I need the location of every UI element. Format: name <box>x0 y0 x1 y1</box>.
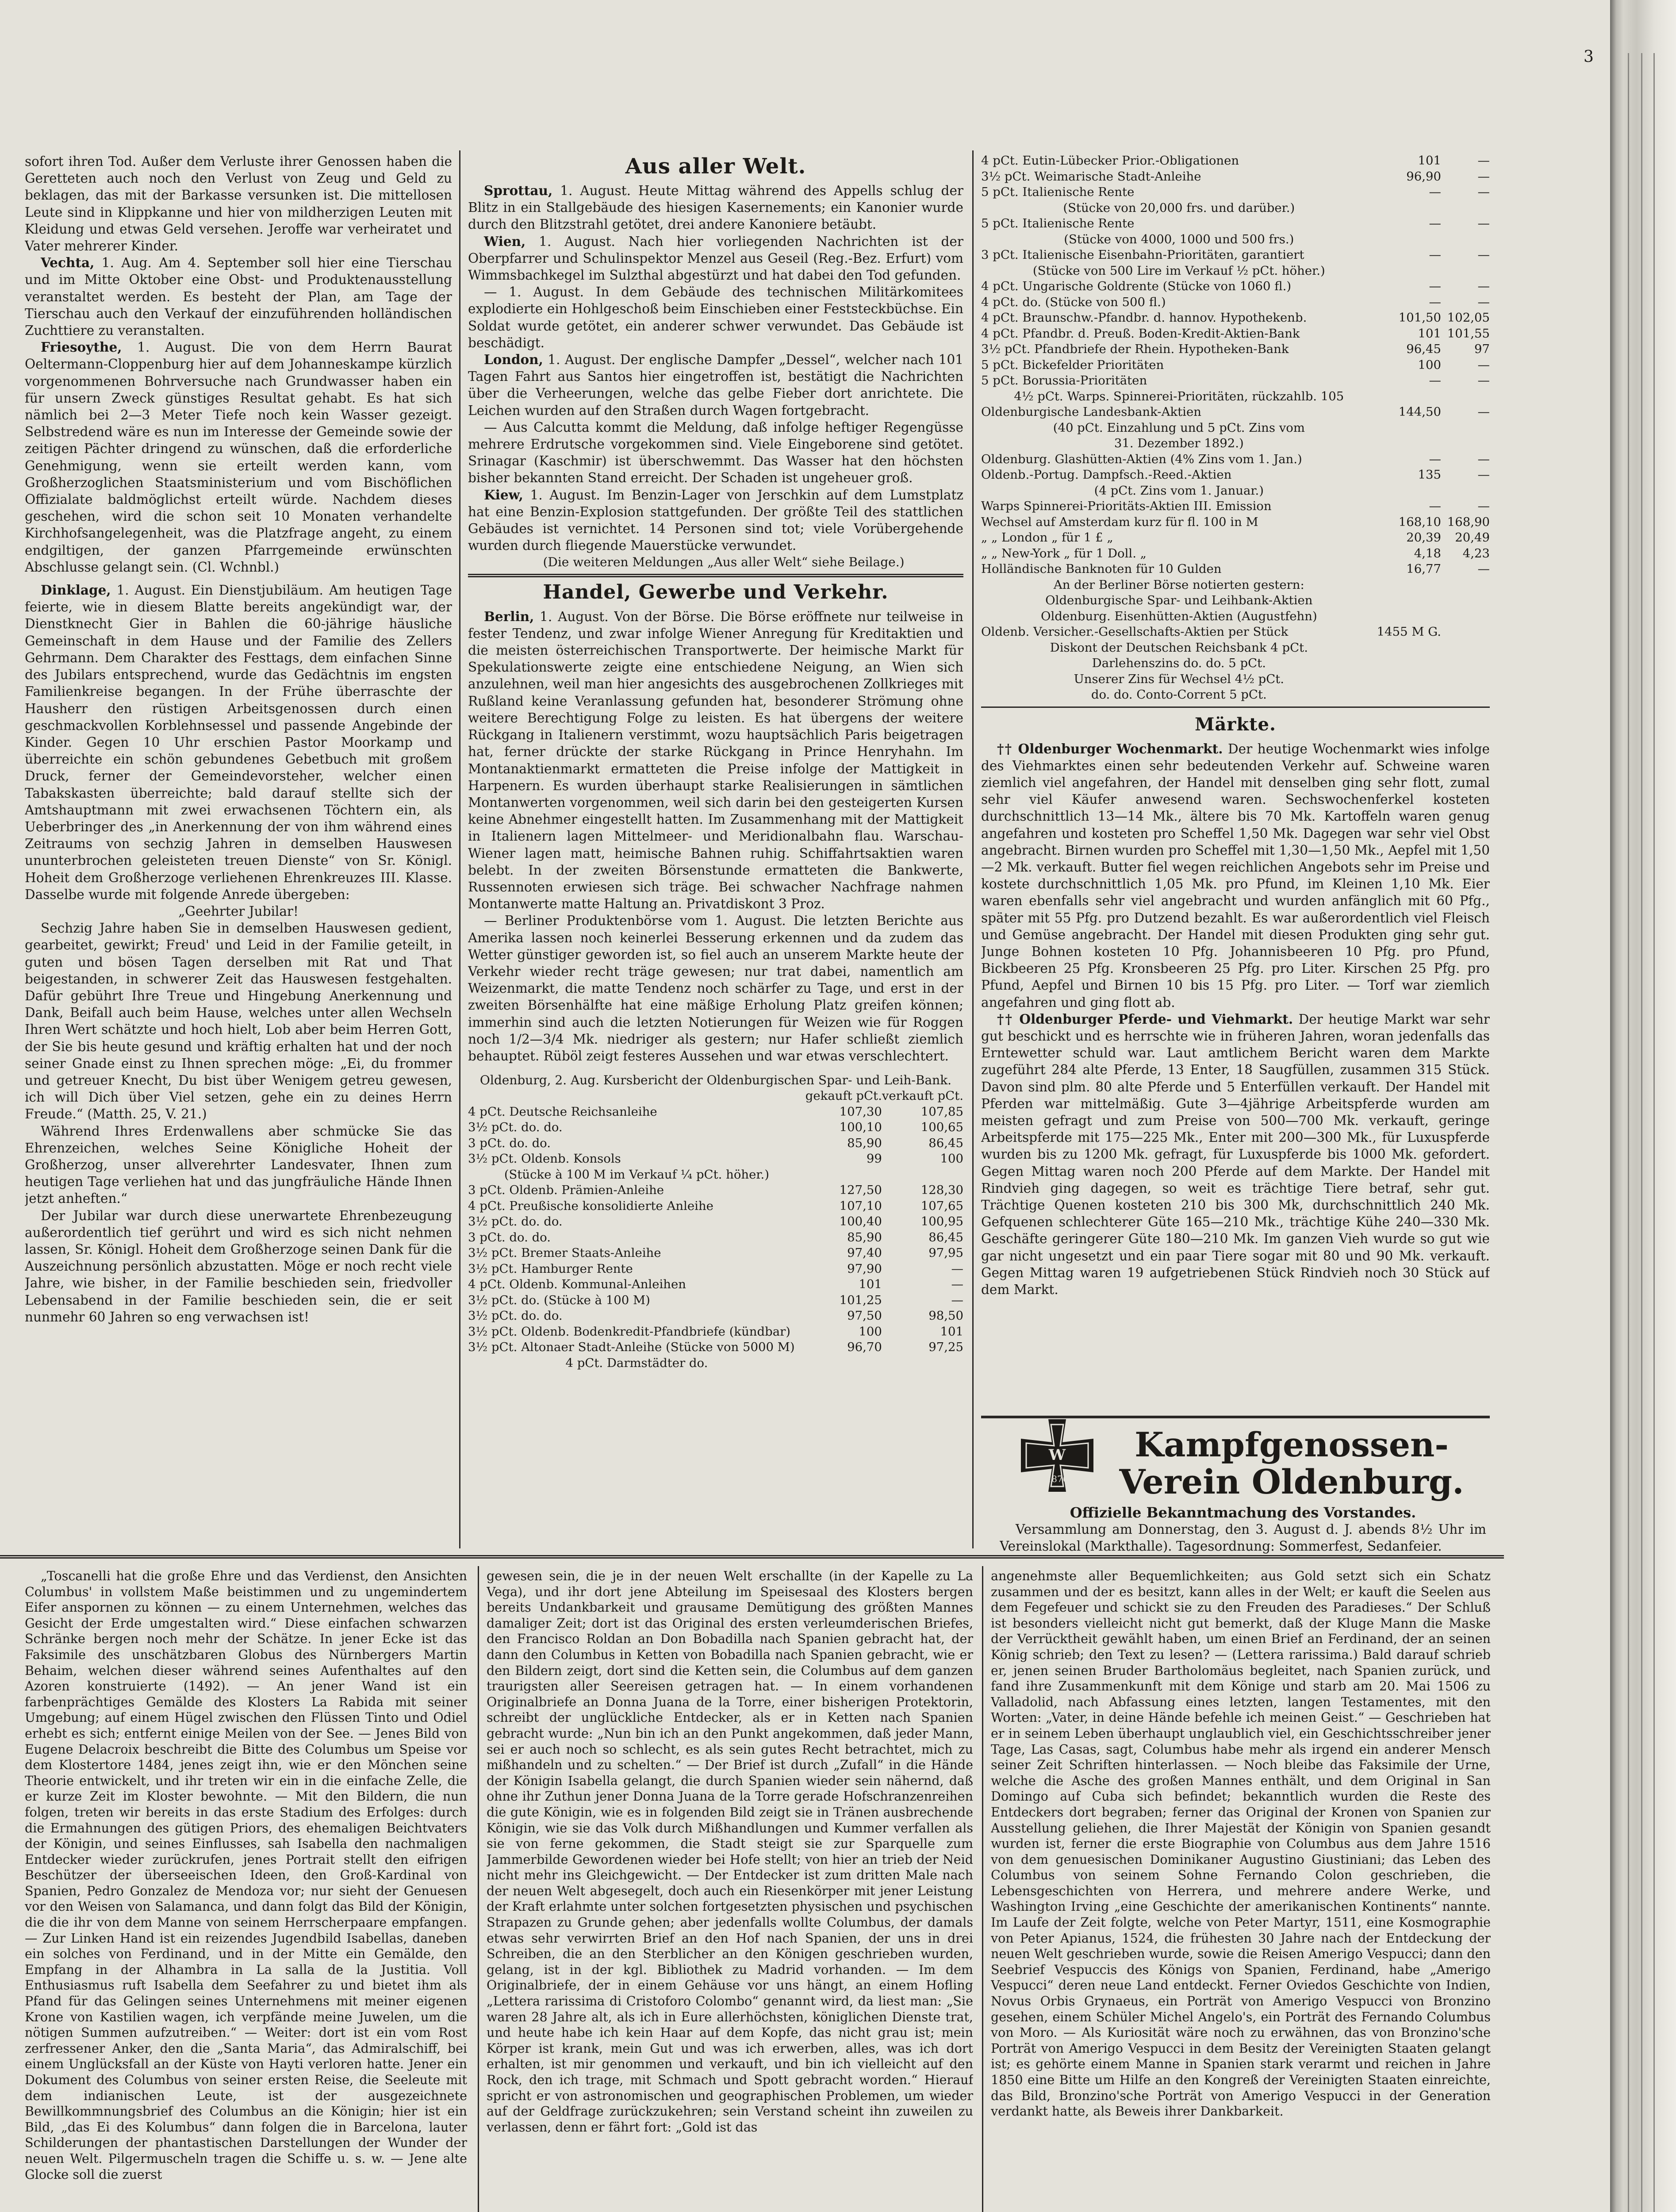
column-2 <box>468 153 963 1551</box>
table-row <box>981 593 1490 609</box>
ask-value: — <box>1477 562 1490 576</box>
table-row <box>468 1324 963 1340</box>
ask-value: 20,49 <box>1455 530 1490 545</box>
security-name: Holländische Banknoten für 10 Gulden <box>981 562 1222 576</box>
security-name: Unserer Zins für Wechsel 4½ pCt. <box>1074 672 1285 686</box>
feuilleton-column-2 <box>487 1568 973 2212</box>
security-name: 3½ pCt. do. do. <box>468 1309 563 1323</box>
security-name: 31. Dezember 1892.) <box>1114 436 1244 450</box>
dateline-place: London, <box>484 352 543 368</box>
table-row <box>981 467 1490 483</box>
ask-value <box>1441 420 1490 436</box>
security-name: 3 pCt. Italienische Eisenbahn-Prioritäten, garantiert <box>981 248 1304 262</box>
ask-value: — <box>1477 373 1490 388</box>
ask-value <box>1441 232 1490 248</box>
bid-value: 97,40 <box>847 1246 882 1260</box>
table-row <box>981 169 1490 185</box>
bid-value: — <box>1429 279 1441 293</box>
bid-value: 85,90 <box>847 1230 882 1244</box>
kursbericht-table <box>468 1088 963 1371</box>
security-name: 3 pCt. do. do. <box>468 1230 551 1244</box>
cross-year: 1870 <box>1046 1474 1069 1484</box>
security-name: (Stücke von 4000, 1000 und 500 frs.) <box>1064 232 1294 246</box>
bid-value <box>1377 609 1441 625</box>
ask-value <box>1441 593 1490 609</box>
table-row <box>468 1293 963 1309</box>
table-row <box>981 295 1490 311</box>
article-text: 1. August. Im Benzin-Lager von Jerschkin auf dem Lumstplatz hat eine Benzin-Explosion stattgefunden. Der größte Teil des stattlichen Gebäudes ist vernichtet. 14 Personen sind tot; viele Vorübergehende wurden durch fliegende Mauerstücke verwundet. <box>468 487 963 553</box>
feuilleton-text: „Toscanelli hat die große Ehre und das Verdienst, den Ansichten Columbus' in vollstem Maße beistimmen und zu ungemindertem Eifer anspornen zu können — zu einem Unternehmen, welches das Gesicht der Erde umgestalten wird.“ Diese einfachen schwarzen Schränke bergen noch mehr der Schätze. In jener Ecke ist das Faksimile des unschätzbaren Globus des Nürnbergers Martin Behaim, welchen dieser während seines Aufenthaltes auf den Azoren konstruierte (1492). — An jener Wand ist ein farbenprächtiges Gemälde des Klosters La Rabida mit seiner Umgebung; auf einem Hügel zwischen den Flüssen Tinto und Odiel erhebt es sich; entfernt einige Meilen von der See. — Jenes Bild von Eugene Delacroix beschreibt die Bitte des Columbus um Speise vor dem Klostertore 1484, jenes zeigt ihn, wie er den Mönchen seine Theorie entwickelt, und ihr treten wir ein in die einfache Zelle, die er kurze Zeit im Kloster bewohnte. — Mit den Bildern, die nun folgen, treten wir bereits in das erste Stadium des Erfolges: durch die Ermahnungen des gütigen Priors, des ehemaligen Beichtvaters der Königin, und seines Einflusses, sah Isabella den nachmaligen Entdecker wieder zurückrufen, jenes Portrait stellt den eifrigen Beschützer der überseeischen Ideen, den Groß-Kardinal von Spanien, Pedro Gonzalez de Mendoza vor; nur sieht der Genuesen vor den Weisen von Salamanca, und dann folgt das Bild der Königin, die die ihr von dem Manne von seinem Herrscherpaare empfangen. — Zur Linken Hand ist ein reizendes Jugendbild Isabellas, daneben ein solches von Ferdinand, und in der Mitte ein Gemälde, den Empfang in der Alhambra in La salla de la Justitia. Voll Enthusiasmus ruft Isabella dem Seefahrer zu und bietet ihm als Pfand für das Gelingen seines Unternehmens mit meiner eigenen Krone von Kastilien wagen, ich verpfände meine Juwelen, um die nötigen Summen aufzutreiben.“ — Weiter: dort ist ein vom Rost zerfressener Anker, den die „Santa Maria“, das Admiralschiff, bei einem Unglücksfall an der Küste von Hayti verloren hatte. Jener ein Dokument des Columbus von seiner ersten Reise, die Seeleute mit dem indianischen Leute, ist der ausgezeichnete Bewillkommnungsbrief des Columbus an die Königin; hier ist ein Bild, „das Ei des Kolumbus“ dann folgen die in Barcelona, lauter Schilderungen der phantastischen Darstellungen der Wunder der neuen Welt. Pilgermuscheln tragen die Schiffe u. s. w. — Jene alte Glocke soll die zuerst <box>25 1569 467 2182</box>
feuilleton-text: angenehmste aller Bequemlichkeiten; aus Gold setzt sich ein Schatz zusammen und der es besitzt, kann alles in der Welt; er kauft die Seelen aus dem Fegefeuer und schickt sie zu den Freuden des Paradieses.“ Der Schluß ist besonders vielleicht nicht gut bemerkt, daß der Kluge Mann die Maske der Verrücktheit gewählt haben, um einen Brief an Ferdinand, der an seinen König schrieb; den Text zu lesen? — (Lettera rarissima.) Bald darauf schrieb er, jenen seinen Bruder Bartholomäus begleitet, nach Spanien zurück, und fand ihre Zusammenkunft mit dem Könige und starb am 20. Mai 1506 zu Valladolid, nach Abfassung eines letzten, langen Testamentes, mit den Worten: „Vater, in deine Hände befehle ich meinen Geist.“ — Geschrieben hat er in seinem Leben überhaupt unglaublich viel, ein Geschichtsschreiber jener Tage, Las Casas, sagt, Columbus habe mehr als irgend ein anderer Mensch seiner Zeit Schriften hinterlassen. — Noch bleibe das Faksimile der Urne, welche die Asche des großen Mannes enthält, und dem Original in San Domingo auf Cuba sich befindet; bekanntlich wurden die Reste des Entdeckers dort begraben; ferner das Original der Kronen von Spanien zur Ausstellung geliehen, die Ihrer Majestät der Königin von Spanien gesandt wurden ist, ferner die erste Biographie von Columbus aus dem Jahre 1516 von dem genuesischen Dominikaner Augustino Giustiniani; das Leben des Columbus von seinem Sohne Fernando Colon geschrieben, die Lebensgeschichten von Herrera, und mehrere andere Werke, und Washington Irving „eine Geschichte der amerikanischen Kontinents“ nannte. Im Laufe der Zeit folgte, welche von Peter Martyr, 1511, eine Kosmographie von Peter Apianus, 1524, die frühesten 30 Jahre nach der Entdeckung der neuen Welt geschrieben wurde, sowie die Reisen Amerigo Vespucci; dann den Seebrief Vespuccis des Königs von Spanien, Ferdinand, habe „Amerigo Vespucci“ deren neue Land entdeckt. Ferner Oviedos Geschichte von Indien, Novus Orbis Grynaeus, ein Porträt von Amerigo Vespucci von Bronzino gesehen, einem Schüler Michel Angelo's, ein Porträt des Fernando Columbus von Moro. — Als Kuriosität wäre noch zu erwähnen, das von Bronzino'sche Porträt von Amerigo Vespucci in dem Besitz der Vereinigten Staaten gelangt ist; es gehörte einem Manne in Spanien stark verarmt und reichen in Jahre 1850 eine Bitte um Hilfe an den Kongreß der Vereinigten Staaten einreichte, das Bild, Bronzino'sche Porträt von Amerigo Vespucci in der Generation verdankt hatte, als Beweis ihrer Dankbarkeit. <box>991 1569 1491 2119</box>
bid-value <box>805 1167 882 1183</box>
security-name: Oldenb. Versicher.-Gesellschafts-Aktien per Stück <box>981 625 1289 639</box>
bid-value: — <box>1429 185 1441 199</box>
speech-text: Sechzig Jahre haben Sie in demselben Hauswesen gedient, gearbeitet, gewirkt; Freud' und Leid in der Familie geteilt, in guten und bösen Tagen derselben mit Rat und That beigestanden, in schwerer Zeit das Hauswesen festgehalten. Dafür gebührt Ihre Treue und Hingebung Anerkennung und Dank, Beifall auch beim Hause, welches unter allen Wechseln Ihren Wert schätzte und hoch hielt, Lob aber beim Herren Gott, der Sie bis heute gesund und kräftig erhalten hat und der noch seiner Gnade einst zu Ihnen sprechen möge: „Ei, du frommer und getreuer Knecht, Du bist über Wenigem getreu gewesen, ich will Dich über Viel setzen, gehe ein zu deines Herrn Freude.“ (Matth. 25, V. 21.) <box>25 921 452 1122</box>
bid-value: — <box>1429 499 1441 513</box>
table-row <box>981 184 1490 200</box>
ask-value: — <box>1477 216 1490 230</box>
security-name: „ „ London „ für 1 £ „ <box>981 530 1113 545</box>
bid-value <box>1377 483 1441 499</box>
ask-value <box>882 1356 963 1371</box>
kursbericht-heading: Oldenburg, 2. Aug. Kursbericht der Oldenburgischen Spar- und Leih-Bank. <box>479 1073 952 1088</box>
bid-value: 101,50 <box>1398 311 1441 325</box>
bid-value <box>1377 672 1441 687</box>
table-row <box>981 530 1490 546</box>
ask-value: 107,65 <box>920 1198 963 1213</box>
security-name: (Stücke von 20,000 frs. und darüber.) <box>1063 200 1295 215</box>
security-name: Oldenburgische Spar- und Leihbank-Aktien <box>1045 593 1313 607</box>
ask-value <box>1441 672 1490 687</box>
bid-value <box>1377 436 1441 452</box>
ask-value: 101 <box>940 1324 963 1339</box>
bid-value: — <box>1429 373 1441 388</box>
security-name: 3½ pCt. Oldenb. Konsols <box>468 1152 621 1166</box>
ask-value: 97,25 <box>928 1340 963 1355</box>
section-title-aus-aller-welt: Aus aller Welt. <box>625 154 806 179</box>
section-title-maerkte: Märkte. <box>1195 714 1276 735</box>
table-row <box>981 656 1490 672</box>
security-name: Oldenburg. Glashütten-Aktien (4% Zins vom 1. Jan.) <box>981 452 1302 466</box>
article-text: 1. August. Nach hier vorliegenden Nachrichten ist der Oberpfarrer und Schulinspektor Menzel aus Geseil (Reg.-Bez. Erfurt) vom Wimmsbachkegel im Sulzthal abgestürzt und hat dabei den Tod gefunden. <box>468 234 963 283</box>
bid-value: — <box>1429 216 1441 230</box>
table-row <box>981 640 1490 656</box>
table-row <box>981 232 1490 248</box>
bid-value: 107,30 <box>839 1104 882 1119</box>
ask-value: — <box>1477 499 1490 513</box>
table-row <box>468 1230 963 1246</box>
bid-value: — <box>1429 452 1441 466</box>
article-london <box>468 351 963 419</box>
security-name: Oldenb.-Portug. Dampfsch.-Reed.-Aktien <box>981 468 1232 482</box>
article-text: Während Ihres Erdenwallens aber schmücke Sie das Ehrenzeichen, welches Seine Königliche Hoheit der Großherzog, unser allverehrter Landesvater, Ihnen zum heutigen Tage verliehen hat und das jungfräuliche Hände Ihnen jetzt anheften.“ <box>25 1123 452 1206</box>
table-header-row <box>468 1088 963 1104</box>
bid-value: 97,90 <box>847 1261 882 1276</box>
article-friesoythe <box>25 339 452 576</box>
ask-value: 168,90 <box>1447 515 1490 529</box>
security-name: 4½ pCt. Warps. Spinnerei-Prioritäten, rückzahlb. 105 <box>1014 389 1344 403</box>
table-row <box>981 561 1490 577</box>
bid-value: 97,50 <box>847 1309 882 1323</box>
article-text: 1. August. Ein Dienstjubiläum. Am heutigen Tage feierte, wie in diesem Blatte bereits angekündigt war, der Dienstknecht Gier in Bahlen die 60-jährige häusliche Gemeinschaft in dem Hause und der Familie des Zellers Gehrmann. Dem Charakter des Festtags, dem einfachen Sinne des Jubilars entsprechend, wurde das Gedächtnis im engsten Familienkreise begangen. In der Frühe überraschte der Hausherr den rüstigen Arbeitsgenossen durch einen geschmackvollen Korblehnsessel und passende Angebinde der Kinder. Gegen 10 Uhr erschien Pastor Moorkamp und überreichte ein schön gebundenes Gebetbuch mit großem Druck, ferner der Gemeindevorsteher, welcher einen Tabakskasten überreichte; bald darauf stellte sich der Amtshauptmann mit zwei erwachsenen Töchtern ein, als Ueberbringer des „in Anerkennung der von ihm während eines Zeitraums von sechzig Jahren in demselben Hauswesen ununterbrochen geleisteten treuen Dienste“ von Sr. Königl. Hoheit dem Großherzoge verliehenen Ehrenkreuzes III. Klasse. Dasselbe wurde mit folgende Anrede übergeben: <box>25 583 452 902</box>
table-row <box>981 200 1490 216</box>
table-row <box>468 1356 963 1371</box>
ask-value <box>1441 263 1490 279</box>
table-row <box>981 153 1490 169</box>
article-dinklage <box>25 582 452 903</box>
table-row <box>981 263 1490 279</box>
table-row <box>981 546 1490 562</box>
market-heading: †† Oldenburger Wochenmarkt. <box>997 741 1223 757</box>
security-name: Oldenburgische Landesbank-Aktien <box>981 405 1201 419</box>
bid-value: 107,10 <box>839 1198 882 1213</box>
table-row <box>981 609 1490 625</box>
bid-value: — <box>1429 248 1441 262</box>
security-name: 3 pCt. do. do. <box>468 1136 551 1150</box>
column-1 <box>25 153 452 1547</box>
bid-value: 85,90 <box>847 1136 882 1150</box>
iron-cross-icon <box>1013 1411 1101 1500</box>
article-text: 1. August. Heute Mittag während des Appells schlug der Blitz in ein Stallgebäude des hiesigen Kasernements; ein Kanonier wurde durch den Blitzstrahl getötet, drei andere Kanoniere betäubt. <box>468 183 963 232</box>
ask-value <box>1441 577 1490 593</box>
bid-value: 100,40 <box>839 1214 882 1229</box>
ask-value: — <box>1477 248 1490 262</box>
salutation: „Geehrter Jubilar! <box>178 903 299 919</box>
ask-value <box>1441 609 1490 625</box>
security-name: 3 pCt. Oldenb. Prämien-Anleihe <box>468 1183 664 1198</box>
ask-value: — <box>1477 452 1490 466</box>
security-name: 5 pCt. Italienische Rente <box>981 216 1135 230</box>
bid-value: 101,25 <box>839 1293 882 1307</box>
ask-value: — <box>1477 405 1490 419</box>
ask-value: — <box>951 1261 963 1276</box>
column-3 <box>981 153 1490 1418</box>
ask-value: 107,85 <box>920 1104 963 1119</box>
article-sprottau <box>468 182 963 233</box>
column-header: verkauft pCt. <box>882 1089 963 1103</box>
column-header: gekauft pCt. <box>805 1089 882 1103</box>
table-row <box>981 436 1490 452</box>
article-text: — Aus Calcutta kommt die Meldung, daß infolge heftiger Regengüsse mehrere Erdrutsche vorgekommen sind. Viele Eingeborene sind getötet. Srinagar (Kaschmir) ist überschwemmt. Das Wasser hat den höchsten bisher bekannten Stand erreicht. Der Schaden ist ungeheuer groß. <box>468 419 963 486</box>
security-name: 3½ pCt. Oldenb. Bodenkredit-Pfandbriefe (kündbar) <box>468 1324 790 1339</box>
security-name: 5 pCt. Bickefelder Prioritäten <box>981 357 1164 372</box>
bid-value: — <box>1429 295 1441 309</box>
article-pferdemarkt <box>981 1011 1490 1298</box>
table-row <box>981 389 1490 405</box>
security-name: 3½ pCt. do. (Stücke à 100 M) <box>468 1293 650 1307</box>
article-text: 1. Aug. Am 4. September soll hier eine Tierschau und im Mitte Oktober eine Obst- und Produktenausstellung veranstaltet werden. Es besteht der Plan, am Tage der Tierschau auch den Verkauf der einzuführenden holländischen Zuchttiere zu veranstalten. <box>25 255 452 338</box>
table-row <box>468 1198 963 1214</box>
security-name: 3½ pCt. Pfandbriefe der Rhein. Hypotheken-Bank <box>981 342 1289 356</box>
bid-value <box>1377 200 1441 216</box>
ask-value: — <box>1477 468 1490 482</box>
dateline-place: Berlin, <box>484 608 534 624</box>
table-row <box>468 1136 963 1152</box>
bid-value: 101 <box>1418 154 1441 168</box>
security-name: 4 pCt. Braunschw.-Pfandbr. d. hannov. Hypothekenb. <box>981 311 1307 325</box>
section-divider <box>468 574 963 577</box>
table-row <box>981 247 1490 263</box>
security-name: 4 pCt. Pfandbr. d. Preuß. Boden-Kredit-Aktien-Bank <box>981 326 1300 341</box>
bid-value <box>1377 389 1441 405</box>
feuilleton-column-1 <box>25 1568 467 2212</box>
bid-value: 96,90 <box>1406 169 1441 184</box>
feuilleton-rule <box>0 1555 1504 1559</box>
ask-value: — <box>1477 169 1490 184</box>
bid-value: 135 <box>1418 468 1441 482</box>
bid-value: 168,10 <box>1398 515 1441 529</box>
security-name: 4 pCt. Eutin-Lübecker Prior.-Obligationen <box>981 154 1239 168</box>
ask-value <box>1441 483 1490 499</box>
ad-title: Kampfgenossen-Verein Oldenburg. <box>1119 1425 1464 1502</box>
bid-value: 96,45 <box>1406 342 1441 356</box>
security-name: Darlehenszins do. do. 5 pCt. <box>1092 656 1266 670</box>
bid-value: 4,18 <box>1414 546 1441 561</box>
article-wochenmarkt <box>981 741 1490 1011</box>
security-name: (4 pCt. Zins vom 1. Januar.) <box>1094 483 1264 498</box>
bid-value <box>1377 593 1441 609</box>
bid-value: 100 <box>859 1324 882 1339</box>
ask-value: 98,50 <box>928 1309 963 1323</box>
ask-value: 100,65 <box>920 1120 963 1135</box>
ask-value: — <box>1477 279 1490 293</box>
bid-value: 1455 M G. <box>1377 625 1441 639</box>
security-name: (40 pCt. Einzahlung und 5 pCt. Zins vom <box>1053 420 1305 435</box>
table-row <box>981 452 1490 468</box>
dateline-place: Dinklage, <box>41 582 111 598</box>
security-name: Wechsel auf Amsterdam kurz für fl. 100 in M <box>981 515 1258 529</box>
table-row <box>468 1167 963 1183</box>
article-berlin <box>468 608 963 913</box>
security-name: 4 pCt. Ungarische Goldrente (Stücke von 1060 fl.) <box>981 279 1292 293</box>
ask-value <box>1441 624 1490 640</box>
ask-value: 101,55 <box>1447 326 1490 341</box>
bid-value: 101 <box>1418 326 1441 341</box>
kampfgenossen-ad <box>1013 1425 1482 1504</box>
article-text: Der heutige Wochenmarkt wies infolge des Viehmarktes einen sehr bedeutenden Verkehr auf. Schweine waren ziemlich viel angefahren, der Handel mit denselben ging sehr flott, zumal sehr viel Käufer anwesend waren. Sechswochenferkel kosteten durchschnittlich 13—14 Mk., ältere bis 70 Mk. Kartoffeln waren genug angefahren und kosteten pro Scheffel 1,50 Mk. Dagegen war sehr viel Obst angebracht. Birnen wurden pro Scheffel mit 1,30—1,50 Mk., Aepfel mit 1,50—2 Mk. verkauft. Butter fiel wegen reichlichen Angebots sehr im Preise und kostete durchschnittlich 1,05 Mk. pro Pfund, im Kleinen 1,10 Mk. Eier waren ebenfalls sehr viel angebracht und wurden anfänglich mit 60 Pfg., später mit 55 Pfg. pro Dutzend bezahlt. Es war außerordentlich viel Fleisch und Gemüse angebracht. Der Handel mit diesen Produkten ging sehr gut. Junge Bohnen kosteten 10 Pfg. Johannisbeeren 10 Pfg. pro Pfund, Bickbeeren 25 Pfg. Kronsbeeren 25 Pfg. pro Liter. Kirschen 25 Pfg. pro Pfund, Aepfel und Birnen 10 bis 15 Pfg. pro Liter. — Torf war ziemlich angefahren und ging flott ab. <box>981 741 1490 1010</box>
continuation-note: (Die weiteren Meldungen „Aus aller Welt“ siehe Beilage.) <box>543 555 905 570</box>
security-name: An der Berliner Börse notierten gestern: <box>1053 577 1304 592</box>
ask-value: — <box>1477 185 1490 199</box>
table-row <box>468 1104 963 1120</box>
ask-value: — <box>951 1277 963 1292</box>
ask-value: 4,23 <box>1462 546 1490 561</box>
table-row <box>468 1308 963 1324</box>
ask-value <box>1441 687 1490 703</box>
bid-value: 101 <box>859 1277 882 1292</box>
table-row <box>981 326 1490 342</box>
table-row <box>981 499 1490 515</box>
section-title-handel: Handel, Gewerbe und Verkehr. <box>543 580 889 603</box>
security-name: 4 pCt. Preußische konsolidierte Anleihe <box>468 1198 713 1213</box>
column-divider <box>972 150 974 1548</box>
bid-value <box>1377 232 1441 248</box>
table-row <box>981 342 1490 357</box>
security-name: 4 pCt. Oldenb. Kommunal-Anleihen <box>468 1277 686 1292</box>
ask-value <box>882 1167 963 1183</box>
bid-value: 100,10 <box>839 1120 882 1135</box>
security-name: 3½ pCt. do. do. <box>468 1214 563 1229</box>
source-credit: (Cl. Wchnbl.) <box>192 559 280 575</box>
ask-value <box>1441 436 1490 452</box>
table-row <box>468 1183 963 1198</box>
article-text: 1. August. Der englische Dampfer „Dessel“, welcher nach 101 Tagen Fahrt aus Santos hier eingetroffen ist, bestätigt die Nachrichten über die Verheerungen, welche das gelbe Fieber dort anrichtete. Die Leichen wurden auf den Straßen durch Wagen fortgebracht. <box>468 352 963 418</box>
ask-value: 102,05 <box>1447 311 1490 325</box>
ad-text: Versammlung am Donnerstag, den 3. August d. J. abends 8½ Uhr im Vereinslokal (Markthalle). Tagesordnung: Sommerfest, Sedanfeier. <box>1000 1522 1486 1554</box>
column-divider <box>459 150 460 1548</box>
bid-value <box>805 1356 882 1371</box>
security-name: do. do. Conto-Corrent 5 pCt. <box>1091 687 1267 702</box>
table-row <box>981 515 1490 530</box>
article-text: Der heutige Markt war sehr gut beschickt und es herrschte wie in früheren Jahren, woran jedenfalls das Erntewetter schuld war. Laut amtlichem Bericht waren dem Markte zugeführt 284 alte Pferde, 13 Enter, 18 Saugfüllen, zusammen 315 Stück. Davon sind plm. 80 alte Pferde und 5 Enterfüllen verkauft. Der Handel mit Pferden war mittelmäßig. Gute 3—4jährige Arbeitspferde wurden am meisten gefragt und zum Preise von 500—700 Mk. verkauft, geringe Arbeitspferde mit 175—225 Mk., Enter mit 200—300 Mk., für Luxuspferde wurden bis zu 1200 Mk. gefragt, für Luxuspferde bis 1000 Mk. gefordert. Gegen Mittag waren noch 200 Pferde auf dem Markte. Der Handel mit Rindvieh ging dagegen, so weit es trächtige Tiere betraf, sehr gut. Trächtige Quenen kosteten 210 bis 300 Mk, durchschnittlich 240 Mk. Gefquenen schlechterer Güte 165—210 Mk., trächtige Kühe 240—330 Mk. Geschäfte geringerer Güte 180—210 Mk. Im ganzen Vieh wurde so gut wie gar nicht ungesetzt und ein paar Tiere sogar mit 80 und 90 Mk. verkauft. Gegen Mittag waren 19 aufgetriebenen Stück Rindvieh noch 30 Stück auf dem Markt. <box>981 1011 1490 1297</box>
security-name: 3½ pCt. do. do. <box>468 1120 563 1135</box>
ask-value: 86,45 <box>928 1230 963 1244</box>
table-row <box>981 404 1490 420</box>
bid-value <box>1377 263 1441 279</box>
ask-value: 97,95 <box>928 1246 963 1260</box>
market-heading: †† Oldenburger Pferde- und Viehmarkt. <box>997 1011 1293 1027</box>
table-row <box>981 420 1490 436</box>
table-row <box>981 687 1490 703</box>
ask-value: — <box>951 1293 963 1307</box>
table-row <box>981 310 1490 326</box>
ask-value: 97 <box>1474 342 1490 356</box>
table-row <box>468 1151 963 1167</box>
bid-value: 16,77 <box>1406 562 1441 576</box>
article-text: — Berliner Produktenbörse vom 1. August. Die letzten Berichte aus Amerika lassen noch keinerlei Besserung erkennen und da zudem das Wetter günstiger geworden ist, so fiel auch an unserem Markte heute der Verkehr wieder recht träge gewesen; nur trat dabei, namentlich am Weizenmarkt, die matte Tendenz noch schärfer zu Tage, und erst in der zweiten Börsenhälfte hat eine mäßige Erholung Platz greifen können; immerhin sind auch die letzten Notierungen für Weizen wie für Roggen noch 1/2—3/4 Mk. niedriger als gestern; nur Hafer schließt ziemlich behauptet. Rüböl zeigt festeres Aussehen und war etwas verschlechtert. <box>468 913 963 1064</box>
security-name: Oldenburg. Eisenhütten-Aktien (Augustfehn) <box>1040 609 1317 623</box>
table-row <box>981 373 1490 389</box>
security-name: 3½ pCt. Weimarische Stadt-Anleihe <box>981 169 1201 184</box>
column-divider <box>478 1566 479 2212</box>
feuilleton-text: gewesen sein, die je in der neuen Welt erschallte (in der Kapelle zu La Vega), und ihr dort jene Abteilung im Speisesaal des Klosters bergen bereits Undankbarkeit und grausame Demütigung des größten Mannes damaliger Zeit; dort ist das Original des ersten verleumderischen Briefes, den Francisco Roldan an Don Bobadilla nach Spanien gebracht hat, der dann den Columbus in Ketten von Bobadilla nach Spanien gebracht, wie er den Bildern zeigt, dort sind die Ketten sein, die Columbus auf dem ganzen traurigsten aller Seereisen getragen hat. — In einem vorhandenen Originalbriefe an Donna Juana de la Torre, einer bisherigen Protektorin, schreibt der unglückliche Entdecker, als er in Ketten nach Spanien gebracht wurde: „Nun bin ich an den Punkt angekommen, daß jeder Mann, sei er auch noch so schlecht, es als sein gutes Recht betrachtet, mich zu mißhandeln und zu schelten.“ — Der Brief ist durch „Zufall“ in die Hände der Königin Isabella gelangt, die durch Spanien wieder sein nähernd, daß ohne ihr Zuthun jener Donna Juana de la Torre gerade Hofschranzenreihen die gute Königin, wie es in folgenden Bild zeigt sie in Tränen ausbrechende Königin, wie sie das Volk durch Mißhandlungen und Kummer verfallen als sie von ferne gekommen, die Stadt steigt sie zur Sparquelle zum Jammerbilde Gewordenen wieder bei Hofe stellt; von hier an trieb der Neid nicht mehr ins Gleichgewicht. — Der Entdecker ist zum dritten Male nach der neuen Welt abgesegelt, doch auch ein Riesenkörper mit jener Leistung der Kraft erlahmte unter solchen fortgesetzten physischen und psychischen Strapazen zu Grunde gehen; aber jedenfalls wollte Columbus, der damals etwas sehr verwirrten Brief an den Hof nach Spanien, der uns in drei Schreiben, die an den Sterblicher an den Königen geschrieben wurden, gelang, ist in der kgl. Bibliothek zu Madrid vorhanden. — Im dem Originalbriefe, der in einem Gehäuse vor uns hängt, an einem Hofling „Lettera rarissima di Cristoforo Colombo“ genannt wird, da liest man: „Sie waren 28 Jahre alt, als ich in Eure allerhöchsten, königlichen Dienste trat, und heute habe ich kein Haar auf dem Kopfe, das nicht grau ist; mein Körper ist krank, mein Gut und was ich erwerben, alles, was ich dort erhalten, ist mir genommen und verkauft, und bin ich vielleicht auf den Rock, den ich trage, mit Schmach und Spott gebracht worden.“ Hierauf spricht er von astronomischen und geographischen Problemen, um wieder auf der Geldfrage zurückzukehren; sein Verstand scheint ihn zuweilen zu verlassen, denn er fährt fort: „Gold ist das <box>487 1569 973 2135</box>
security-name: Warps Spinnerei-Prioritäts-Aktien III. Emission <box>981 499 1272 513</box>
table-row <box>468 1214 963 1230</box>
security-name: 4 pCt. Deutsche Reichsanleihe <box>468 1104 657 1119</box>
ask-value <box>1441 389 1490 405</box>
ask-value <box>1441 656 1490 672</box>
table-row <box>981 357 1490 373</box>
bid-value: 20,39 <box>1406 530 1441 545</box>
article-text: 1. August. Von der Börse. Die Börse eröffnete nur teilweise in fester Tendenz, und zwar infolge Wiener Anregung für Kreditaktien und die meisten österreichischen Transportwerte. Der heimische Markt für Spekulationswerte zeigte eine entschiedene Neigung, an Wien sich anzulehnen, weil man hier angesichts des ausgebrochenen Zollkrieges mit Rußland keine Veranlassung gefunden hat, besonderer Strömung ohne weitere Berechtigung Folge zu leisten. Es hat übergens der weitere Rückgang in Italienern verstimmt, wozu hauptsächlich Paris beigetragen hat, ferner drückte der starke Rückgang in Prince Henryhahn. Im Montanaktienmarkt ermatteten die Preise infolge der Mattigkeit in Harpenern. Es wurden überhaupt starke Realisierungen in sämtlichen Montanwerten vorgenommen, weil sich darin bei den gesteigerten Kursen keine Abnehmer eingestellt hatten. Im Zusammenhang mit der Mattigkeit in Italienern lagen Mittelmeer- und Meridionalbahn flau. Warschau-Wiener lagen matt, heimische Bahnen ruhig. Schiffahrtsaktien waren belebt. In der zweiten Börsenstunde ermatteten die Bankwerte, Russennoten erwiesen sich träge. Bei schwacher Nachfrage nahmen Montanwerte matte Haltung an. Privatdiskont 3 Proz. <box>468 609 963 912</box>
dateline-place: Wien, <box>484 233 526 249</box>
article-text: Der Jubilar war durch diese unerwartete Ehrenbezeugung außerordentlich tief gerührt und wird es sich nicht nehmen lassen, Sr. Königl. Hoheit dem Großherzoge seinen Dank für die Auszeichnung persönlich abzustatten. Möge er noch recht viele Jahre, wie bisher, in der Familie beschieden sein, friedvoller Lebensabend in der Familie beschieden sein, die er seit nunmehr 60 Jahren so eng verwachsen ist! <box>25 1208 452 1325</box>
table-row <box>468 1120 963 1136</box>
ask-value: 128,30 <box>920 1183 963 1198</box>
ask-value: — <box>1477 154 1490 168</box>
page-number: 3 <box>1584 48 1594 66</box>
bid-value <box>1377 640 1441 656</box>
table-row <box>981 216 1490 232</box>
feuilleton-column-3 <box>991 1568 1491 2212</box>
table-row <box>981 483 1490 499</box>
security-name: 3½ pCt. Bremer Staats-Anleihe <box>468 1246 661 1260</box>
article-vechta <box>25 254 452 339</box>
bid-value: 127,50 <box>839 1183 882 1198</box>
ask-value: 100 <box>940 1152 963 1166</box>
bid-value: 100 <box>1418 357 1441 372</box>
table-row <box>468 1245 963 1261</box>
table-row <box>981 279 1490 295</box>
table-row <box>981 624 1490 640</box>
security-name: (Stücke von 500 Lire im Verkauf ½ pCt. höher.) <box>1032 263 1325 278</box>
ask-value <box>1441 200 1490 216</box>
table-row <box>468 1340 963 1356</box>
column-divider <box>982 1566 983 2212</box>
table-row <box>981 577 1490 593</box>
bid-value: 99 <box>866 1152 882 1166</box>
security-name: 3½ pCt. Hamburger Rente <box>468 1261 633 1276</box>
ask-value: 100,95 <box>920 1214 963 1229</box>
cross-letter: W <box>1048 1446 1066 1464</box>
security-name: 4 pCt. Darmstädter do. <box>565 1356 708 1370</box>
bid-value: 96,70 <box>847 1340 882 1355</box>
security-name: 4 pCt. do. (Stücke von 500 fl.) <box>981 295 1166 309</box>
ask-value: — <box>1477 295 1490 309</box>
table-row <box>468 1261 963 1277</box>
table-row <box>981 672 1490 687</box>
security-name: 5 pCt. Borussia-Prioritäten <box>981 373 1147 388</box>
dateline-place: Vechta, <box>41 255 95 271</box>
section-divider <box>981 707 1490 708</box>
ad-body <box>1000 1504 1486 1557</box>
bid-value <box>1377 577 1441 593</box>
ask-value <box>1441 640 1490 656</box>
security-name: „ „ New-York „ für 1 Doll. „ <box>981 546 1147 561</box>
security-name: (Stücke à 100 M im Verkauf ¼ pCt. höher.) <box>504 1167 769 1182</box>
article-kiew <box>468 487 963 554</box>
dateline-place: Kiew, <box>484 487 523 503</box>
bid-value: 144,50 <box>1398 405 1441 419</box>
page-stack-edge <box>1610 0 1676 2212</box>
security-name: 5 pCt. Italienische Rente <box>981 185 1135 199</box>
ask-value: — <box>1477 357 1490 372</box>
bid-value <box>1377 420 1441 436</box>
dateline-place: Friesoythe, <box>41 339 122 355</box>
article-text: — 1. August. In dem Gebäude des technischen Militärkomitees explodierte ein Hohlgeschoß beim Einschieben einer Feststeckbüchse. Ein Soldat wurde getötet, ein anderer schwer verwundet. Das Gebäude ist beschädigt. <box>468 284 963 350</box>
article-text: sofort ihren Tod. Außer dem Verluste ihrer Genossen haben die Geretteten auch noch den Verlust von Zeug und Geld zu beklagen, das mit der Barkasse versunken ist. Die mittellosen Leute sind in Klippkanne und hier von mildherzigen Leuten mit Kleidung und etwas Geld versehen. Jeroffe war verheiratet und Vater mehrerer Kinder. <box>25 154 452 254</box>
table-row <box>468 1277 963 1293</box>
ask-value: 86,45 <box>928 1136 963 1150</box>
bid-value <box>1377 687 1441 703</box>
article-wien <box>468 233 963 284</box>
article-text: 1. August. Die von dem Herrn Baurat Oeltermann-Cloppenburg hier auf dem Johanneskampe kürzlich vorgenommenen Bohrversuche nach Grundwasser haben ein für unsern Zweck günstiges Resultat gehabt. Es hat sich nämlich bei 2—3 Meter Tiefe noch kein Wasser gezeigt. Selbstredend wäre es nun im Interesse der Gemeinde sowie der zeitigen Pächter dringend zu wünschen, daß die erforderliche Genehmigung, wenn sie erteilt werden kann, vom Großherzoglichen Staatsministerium und vom Bischöflichen Offizialate baldmöglichst erteilt würde. Nachdem dieses geschehen, wird die schon seit 10 Monaten verhandelte Kirchhofsangelegenheit, was die Platzfrage angeht, zu einem endgiltigen, der ganzen Pfarrgemeinde erwünschten Abschlusse gelangt sein. <box>25 340 452 575</box>
securities-table <box>981 153 1490 703</box>
ad-subtitle: Offizielle Bekanntmachung des Vorstandes. <box>1070 1504 1416 1521</box>
dateline-place: Sprottau, <box>484 183 553 198</box>
security-name: Diskont der Deutschen Reichsbank 4 pCt. <box>1050 640 1308 655</box>
bid-value <box>1377 656 1441 672</box>
security-name: 3½ pCt. Altonaer Stadt-Anleihe (Stücke von 5000 M) <box>468 1340 795 1355</box>
